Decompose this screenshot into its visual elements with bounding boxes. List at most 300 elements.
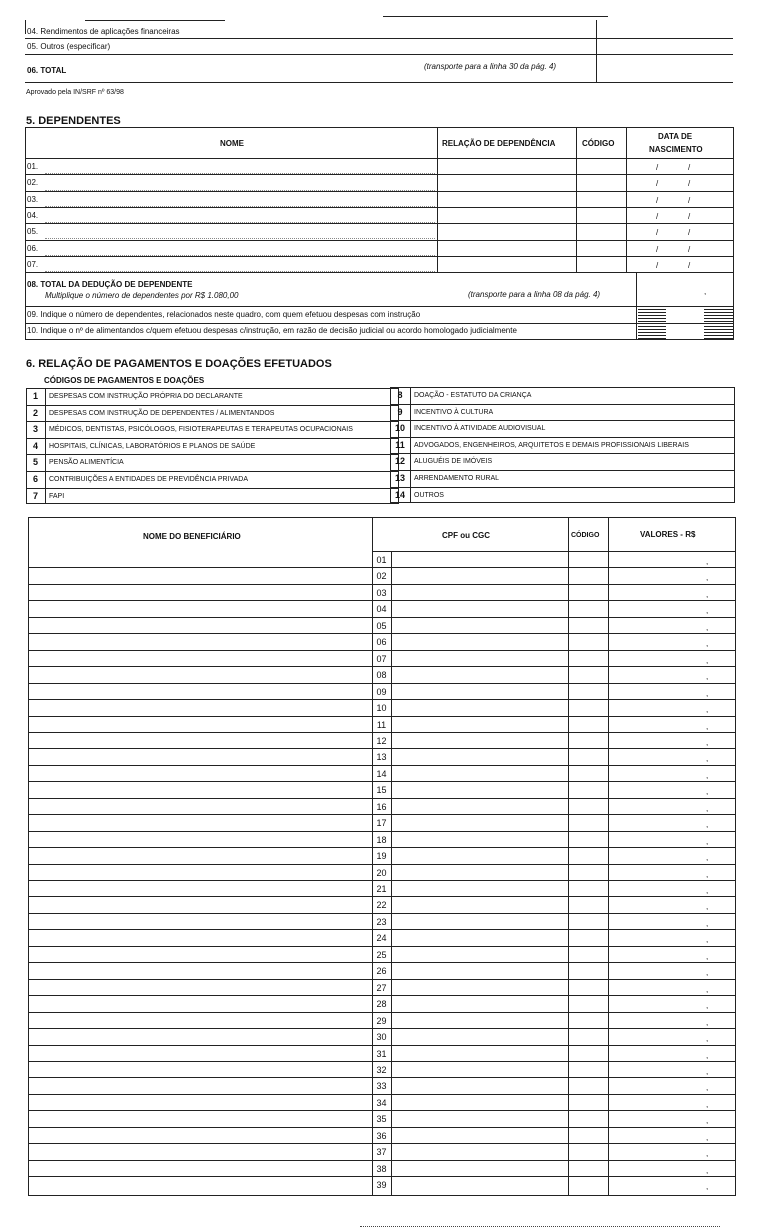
pag-row-value-field[interactable]: , — [706, 705, 709, 715]
pag-row-cpf-field[interactable] — [392, 567, 567, 583]
pag-row-cpf-field[interactable] — [392, 1160, 567, 1176]
pag-row-name-field[interactable] — [29, 1077, 371, 1093]
dep-row-10-hatch-b — [704, 325, 733, 339]
pag-row-number: 25 — [376, 949, 387, 960]
pag-row-number: 10 — [376, 703, 387, 714]
codes-right-row-line — [390, 420, 735, 421]
dep-col-codigo: CÓDIGO — [582, 139, 615, 148]
pag-row-codigo-field[interactable] — [569, 1094, 607, 1110]
top-row-06-note: (transporte para a linha 30 da pág. 4) — [424, 62, 557, 71]
pag-row-number: 32 — [376, 1064, 387, 1075]
pag-row-codigo-field[interactable] — [569, 650, 607, 666]
dep-row-label: 04. — [27, 210, 39, 220]
codes-left-code-number: 1 — [32, 391, 38, 401]
dep-row-date-slash: / — [656, 244, 659, 254]
pag-row-name-field[interactable] — [29, 617, 371, 633]
codes-right-code-text: OUTROS — [414, 491, 444, 499]
pag-row-value-field[interactable]: , — [706, 606, 709, 616]
pag-row-codigo-field[interactable] — [569, 929, 607, 945]
pag-row-name-field[interactable] — [29, 551, 371, 567]
pag-row-number: 16 — [376, 801, 387, 812]
pag-row-number: 31 — [376, 1048, 387, 1059]
pag-row-number: 21 — [376, 884, 387, 894]
dep-header-line — [25, 158, 734, 159]
pag-row-cpf-field[interactable] — [392, 1127, 567, 1143]
top-rule-2 — [383, 16, 608, 17]
pag-row-name-field[interactable] — [29, 1061, 371, 1077]
pag-row-value-field[interactable]: , — [706, 1001, 709, 1011]
pag-row-value-field[interactable]: , — [706, 589, 709, 599]
pag-row-number: 36 — [376, 1130, 387, 1141]
pag-row-number: 20 — [376, 867, 387, 878]
pag-row-number: 12 — [376, 735, 387, 746]
pag-row-value-field[interactable]: , — [706, 1017, 709, 1027]
pag-row-codigo-field[interactable] — [569, 1127, 607, 1143]
dep-line-09 — [25, 323, 734, 324]
dep-row-label: 03. — [27, 194, 39, 204]
pag-row-name-field[interactable] — [29, 683, 371, 699]
dep-row-name-field[interactable] — [45, 160, 435, 174]
codes-right-code-text: ADVOGADOS, ENGENHEIROS, ARQUITETOS E DEMAIS PROFISSIONAIS LIBERAIS — [414, 441, 689, 449]
dep-row-label: 07. — [27, 259, 39, 269]
pag-row-codigo-field[interactable] — [569, 699, 607, 715]
pag-row-cpf-field[interactable] — [392, 1143, 567, 1159]
pag-row-cpf-field[interactable] — [392, 617, 567, 633]
codes-left-code-text: MÉDICOS, DENTISTAS, PSICÓLOGOS, FISIOTERAPEUTAS E TERAPEUTAS OCUPACIONAIS — [49, 426, 353, 434]
dep-row-name-field[interactable] — [45, 193, 435, 207]
pag-row-codigo-field[interactable] — [569, 683, 607, 699]
codes-right-row-line — [390, 437, 735, 438]
section-5-title: 5. DEPENDENTES — [26, 115, 121, 127]
dep-row-date-slash: / — [688, 228, 691, 238]
codes-right-code-text: ALUGUÉIS DE IMÓVEIS — [414, 458, 493, 466]
pag-row-name-field[interactable] — [29, 666, 371, 682]
pag-row-cpf-field[interactable] — [392, 979, 567, 995]
codes-right-row-line — [390, 487, 735, 488]
pag-row-name-field[interactable] — [29, 847, 371, 863]
pag-row-name-field[interactable] — [29, 1176, 371, 1192]
codes-right-code-text: DOAÇÃO - ESTATUTO DA CRIANÇA — [414, 392, 532, 399]
pag-row-cpf-field[interactable] — [392, 650, 567, 666]
pag-row-cpf-field[interactable] — [392, 732, 567, 748]
pag-row-value-field[interactable]: , — [706, 886, 709, 895]
dep-row-08-value[interactable]: , — [704, 287, 707, 296]
pag-row-value-field[interactable]: , — [706, 1083, 709, 1093]
pag-row-codigo-field[interactable] — [569, 847, 607, 863]
dep-row-08-note: (transporte para a linha 08 da pág. 4) — [468, 290, 601, 299]
dep-row-name-field[interactable] — [45, 258, 435, 272]
pag-row-codigo-field[interactable] — [569, 798, 607, 814]
dep-row-09: 09. Indique o número de dependentes, relacionados neste quadro, com quem efetuou despesas com instrução — [27, 310, 421, 319]
pag-row-number: 18 — [376, 834, 387, 845]
codes-right-code-text: ARRENDAMENTO RURAL — [414, 475, 500, 482]
pag-row-name-field[interactable] — [29, 633, 371, 649]
pag-row-name-field[interactable] — [29, 1127, 371, 1143]
pag-row-number: 01 — [376, 555, 387, 565]
pag-row-name-field[interactable] — [29, 995, 371, 1011]
dep-vline-2 — [576, 127, 577, 272]
dep-row-date-slash: / — [656, 211, 659, 221]
pag-row-name-field[interactable] — [29, 567, 371, 583]
pag-row-cpf-field[interactable] — [392, 584, 567, 600]
top-row-05: 05. Outros (especificar) — [27, 42, 111, 51]
pag-row-codigo-field[interactable] — [569, 567, 607, 583]
pag-row-cpf-field[interactable] — [392, 896, 567, 912]
dep-row-name-field[interactable] — [45, 176, 435, 190]
codes-left-row-line — [26, 405, 399, 406]
pag-row-value-field[interactable]: , — [706, 737, 709, 747]
pag-row-value-field[interactable]: , — [706, 935, 709, 945]
pag-row-number: 33 — [376, 1081, 387, 1092]
pag-row-codigo-field[interactable] — [569, 781, 607, 797]
pag-row-name-field[interactable] — [29, 584, 371, 600]
pag-row-number: 02 — [376, 571, 387, 582]
pag-row-cpf-field[interactable] — [392, 748, 567, 764]
pag-row-name-field[interactable] — [29, 1160, 371, 1176]
dep-row-date-slash: / — [656, 195, 659, 205]
dep-row-name-field[interactable] — [45, 225, 435, 239]
pag-row-name-field[interactable] — [29, 732, 371, 748]
dep-vline-1 — [437, 127, 438, 272]
dep-row-09-hatch-a — [638, 308, 666, 322]
codes-left-code-text: HOSPITAIS, CLÍNICAS, LABORATÓRIOS E PLANOS DE SAÚDE — [49, 442, 256, 450]
pag-row-number: 26 — [376, 966, 387, 977]
dep-row-08-title: 08. TOTAL DA DEDUÇÃO DE DEPENDENTE — [27, 280, 193, 289]
codes-left-code-text: DESPESAS COM INSTRUÇÃO PRÓPRIA DO DECLARANTE — [49, 393, 243, 400]
pag-row-value-field[interactable]: , — [706, 1099, 709, 1109]
pag-row-cpf-field[interactable] — [392, 1061, 567, 1077]
dep-row-date-slash: / — [688, 211, 691, 221]
pag-row-value-field[interactable]: , — [706, 869, 709, 879]
pag-row-value-field[interactable]: , — [706, 968, 709, 978]
pag-row-cpf-field[interactable] — [392, 666, 567, 682]
pag-row-value-field[interactable]: , — [706, 557, 709, 566]
dep-col-nome: NOME — [220, 139, 244, 148]
pag-row-codigo-field[interactable] — [569, 1061, 607, 1077]
pag-row-name-field[interactable] — [29, 650, 371, 666]
dep-row-09-hatch-b — [704, 308, 733, 322]
top-rule-1 — [85, 20, 225, 21]
pag-row-codigo-field[interactable] — [569, 880, 607, 896]
pag-row-name-field[interactable] — [29, 880, 371, 896]
top-line-04 — [25, 38, 733, 39]
top-row-06: 06. TOTAL — [27, 66, 67, 75]
pag-col-cpf: CPF ou CGC — [442, 531, 490, 540]
pag-row-value-field[interactable]: , — [706, 984, 709, 994]
pag-row-codigo-field[interactable] — [569, 946, 607, 962]
pag-row-number: 03 — [376, 587, 387, 598]
dep-row-label: 02. — [27, 178, 39, 188]
pag-row-codigo-field[interactable] — [569, 1077, 607, 1093]
pag-row-codigo-field[interactable] — [569, 962, 607, 978]
pag-row-value-field[interactable]: , — [706, 770, 709, 780]
pag-row-value-field[interactable]: , — [706, 721, 709, 731]
pag-row-name-field[interactable] — [29, 979, 371, 995]
pag-row-number: 06 — [376, 637, 387, 648]
pag-col-nome: NOME DO BENEFICIÁRIO — [143, 532, 241, 541]
top-line-06 — [25, 82, 733, 83]
section-6-title: 6. RELAÇÃO DE PAGAMENTOS E DOAÇÕES EFETUADOS — [26, 358, 332, 370]
dep-row-date-slash: / — [656, 163, 659, 172]
codes-left-row-line — [26, 421, 399, 422]
pag-row-number: 17 — [376, 818, 387, 829]
pag-row-name-field[interactable] — [29, 831, 371, 847]
section-6-subtitle: CÓDIGOS DE PAGAMENTOS E DOAÇÕES — [44, 376, 205, 385]
dep-row-line — [25, 191, 734, 192]
pag-row-cpf-field[interactable] — [392, 1094, 567, 1110]
codes-left-code-text: CONTRIBUIÇÕES A ENTIDADES DE PREVIDÊNCIA PRIVADA — [49, 476, 249, 483]
dep-row-line — [25, 256, 734, 257]
pag-row-value-field[interactable]: , — [706, 820, 709, 830]
codes-left-code-number: 7 — [32, 490, 38, 501]
dep-row-date-slash: / — [656, 179, 659, 189]
pag-row-cpf-field[interactable] — [392, 699, 567, 715]
codes-left-code-number: 3 — [32, 424, 38, 435]
pag-row-cpf-field[interactable] — [392, 946, 567, 962]
pag-row-cpf-field[interactable] — [392, 847, 567, 863]
codes-right-code-text: INCENTIVO À ATIVIDADE AUDIOVISUAL — [414, 425, 546, 433]
pag-row-name-field[interactable] — [29, 748, 371, 764]
bottom-rule — [360, 1226, 720, 1227]
pag-row-codigo-field[interactable] — [569, 896, 607, 912]
pag-row-name-field[interactable] — [29, 1045, 371, 1061]
pag-row-value-field[interactable]: , — [706, 754, 709, 764]
pag-col-codigo: CÓDIGO — [571, 532, 600, 539]
pag-row-codigo-field[interactable] — [569, 617, 607, 633]
pag-row-number: 37 — [376, 1147, 387, 1158]
dep-row-line — [25, 272, 734, 273]
pag-row-number: 28 — [376, 999, 387, 1010]
pag-row-number: 09 — [376, 686, 387, 697]
dep-row-date-slash: / — [656, 260, 659, 270]
pag-row-name-field[interactable] — [29, 962, 371, 978]
top-line-05 — [25, 54, 733, 55]
dep-vline-3 — [626, 127, 627, 272]
codes-left-code-text: PENSÃO ALIMENTÍCIA — [49, 459, 124, 467]
pag-row-cpf-field[interactable] — [392, 831, 567, 847]
pag-row-value-field[interactable]: , — [706, 1034, 709, 1044]
codes-left-code-text: DESPESAS COM INSTRUÇÃO DE DEPENDENTES / ALIMENTANDOS — [49, 409, 275, 417]
pag-row-name-field[interactable] — [29, 913, 371, 929]
pag-row-codigo-field[interactable] — [569, 1143, 607, 1159]
pag-row-cpf-field[interactable] — [392, 798, 567, 814]
pag-row-cpf-field[interactable] — [392, 600, 567, 616]
codes-left-code-number: 4 — [32, 440, 38, 451]
codes-left-code-number: 5 — [32, 457, 38, 468]
pag-row-name-field[interactable] — [29, 798, 371, 814]
pag-row-codigo-field[interactable] — [569, 979, 607, 995]
pag-row-value-field[interactable]: , — [706, 639, 709, 649]
dep-col-data-2: NASCIMENTO — [649, 145, 703, 154]
pag-row-value-field[interactable]: , — [706, 688, 709, 698]
pag-row-name-field[interactable] — [29, 1110, 371, 1126]
pag-row-name-field[interactable] — [29, 946, 371, 962]
codes-right-code-number: 14 — [394, 489, 405, 500]
pag-row-cpf-field[interactable] — [392, 1045, 567, 1061]
pag-row-name-field[interactable] — [29, 929, 371, 945]
pag-row-codigo-field[interactable] — [569, 666, 607, 682]
pag-row-number: 19 — [376, 851, 387, 862]
dep-row-label: 05. — [27, 227, 39, 237]
pag-row-codigo-field[interactable] — [569, 913, 607, 929]
pag-row-value-field[interactable]: , — [706, 1116, 709, 1126]
pag-row-cpf-field[interactable] — [392, 995, 567, 1011]
top-sep — [596, 20, 597, 82]
pag-row-codigo-field[interactable] — [569, 748, 607, 764]
pag-row-codigo-field[interactable] — [569, 716, 607, 732]
pag-row-cpf-field[interactable] — [392, 962, 567, 978]
pag-row-codigo-field[interactable] — [569, 995, 607, 1011]
top-left-tick — [25, 20, 26, 34]
pag-row-name-field[interactable] — [29, 765, 371, 781]
pag-row-value-field[interactable]: , — [706, 803, 709, 813]
pag-row-value-field[interactable]: , — [706, 1149, 709, 1159]
codes-left-code-number: 2 — [32, 407, 38, 418]
pag-row-number: 13 — [376, 752, 387, 763]
pag-row-codigo-field[interactable] — [569, 765, 607, 781]
pag-row-cpf-field[interactable] — [392, 864, 567, 880]
pag-row-cpf-field[interactable] — [392, 814, 567, 830]
pag-row-value-field[interactable]: , — [706, 951, 709, 961]
pag-row-codigo-field[interactable] — [569, 1012, 607, 1028]
pag-row-name-field[interactable] — [29, 781, 371, 797]
pag-row-number: 05 — [376, 620, 387, 631]
pag-col-valores: VALORES - R$ — [640, 530, 696, 539]
dep-row-date-slash: / — [688, 195, 691, 205]
pag-row-cpf-field[interactable] — [392, 1028, 567, 1044]
pag-row-value-field[interactable]: , — [706, 622, 709, 632]
codes-left-row-line — [26, 488, 399, 489]
dep-row-date-slash: / — [688, 163, 691, 172]
pag-row-cpf-field[interactable] — [392, 1077, 567, 1093]
pag-row-number: 14 — [376, 768, 387, 779]
dep-row-10-hatch-a — [638, 325, 666, 339]
codes-right-row-line — [390, 404, 735, 405]
pag-row-cpf-field[interactable] — [392, 683, 567, 699]
dep-row-name-field[interactable] — [45, 242, 435, 256]
pag-row-codigo-field[interactable] — [569, 831, 607, 847]
pag-row-name-field[interactable] — [29, 1012, 371, 1028]
dep-row-name-field[interactable] — [45, 209, 435, 223]
pag-row-cpf-field[interactable] — [392, 880, 567, 896]
pag-row-number: 24 — [376, 933, 387, 944]
dep-row-date-slash: / — [656, 228, 659, 238]
pag-row-value-field[interactable]: , — [706, 672, 709, 682]
dep-row-line — [25, 223, 734, 224]
pag-row-cpf-field[interactable] — [392, 1110, 567, 1126]
pag-row-codigo-field[interactable] — [569, 1176, 607, 1192]
codes-left-code-number: 6 — [32, 474, 38, 484]
pag-row-value-field[interactable]: , — [706, 655, 709, 665]
pag-row-value-field[interactable]: , — [706, 1066, 709, 1076]
pag-row-cpf-field[interactable] — [392, 633, 567, 649]
codes-left-row-line — [26, 438, 399, 439]
codes-left-row-line — [26, 454, 399, 455]
codes-right-code-text: INCENTIVO À CULTURA — [414, 408, 494, 416]
pag-row-name-field[interactable] — [29, 699, 371, 715]
pag-row-codigo-field[interactable] — [569, 1110, 607, 1126]
dep-row-line — [25, 174, 734, 175]
dep-col-data-1: DATA DE — [658, 132, 693, 141]
pag-row-number: 34 — [376, 1097, 387, 1108]
pag-row-codigo-field[interactable] — [569, 732, 607, 748]
dep-row-date-slash: / — [688, 179, 691, 189]
dep-row-08-sub: Multiplique o número de dependentes por R$ 1.080,00 — [45, 291, 239, 300]
top-row-04: 04. Rendimentos de aplicações financeiras — [27, 27, 180, 36]
pag-row-value-field[interactable]: , — [706, 1182, 709, 1192]
codes-left-code-text: FAPI — [49, 492, 65, 500]
pag-row-cpf-field[interactable] — [392, 929, 567, 945]
pag-row-number: 30 — [376, 1032, 387, 1043]
pag-row-cpf-field[interactable] — [392, 716, 567, 732]
pag-row-codigo-field[interactable] — [569, 1045, 607, 1061]
pag-row-name-field[interactable] — [29, 1028, 371, 1044]
pag-row-cpf-field[interactable] — [392, 1176, 567, 1192]
pag-row-codigo-field[interactable] — [569, 600, 607, 616]
pag-row-codigo-field[interactable] — [569, 814, 607, 830]
pag-row-value-field[interactable]: , — [706, 918, 709, 928]
pag-row-cpf-field[interactable] — [392, 551, 567, 567]
dep-row-line — [25, 207, 734, 208]
pag-row-codigo-field[interactable] — [569, 633, 607, 649]
pag-row-name-field[interactable] — [29, 1143, 371, 1159]
pag-row-value-field[interactable]: , — [706, 1050, 709, 1060]
pag-row-name-field[interactable] — [29, 896, 371, 912]
pag-row-codigo-field[interactable] — [569, 864, 607, 880]
codes-right-code-number: 8 — [397, 390, 403, 400]
pag-row-codigo-field[interactable] — [569, 1028, 607, 1044]
pag-row-value-field[interactable]: , — [706, 853, 709, 863]
codes-right-code-number: 11 — [395, 439, 405, 450]
pag-row-name-field[interactable] — [29, 716, 371, 732]
pag-row-value-field[interactable]: , — [706, 1165, 709, 1175]
pag-row-codigo-field[interactable] — [569, 1160, 607, 1176]
pag-row-number: 07 — [376, 653, 387, 664]
pag-row-number: 22 — [376, 900, 387, 911]
pag-row-number: 23 — [376, 916, 387, 927]
pag-row-number: 27 — [376, 982, 387, 993]
codes-right-row-line — [390, 453, 735, 454]
pag-row-number: 35 — [376, 1114, 387, 1125]
pag-row-value-field[interactable]: , — [706, 1132, 709, 1142]
dep-row-10: 10. Indique o nº de alimentandos c/quem efetuou despesas c/instrução, em razão de decisão judicial ou acordo homologado judicialmente — [27, 326, 517, 335]
pag-row-codigo-field[interactable] — [569, 584, 607, 600]
pag-row-name-field[interactable] — [29, 864, 371, 880]
pag-row-cpf-field[interactable] — [392, 913, 567, 929]
pag-row-codigo-field[interactable] — [569, 551, 607, 567]
codes-right-code-number: 13 — [394, 473, 405, 483]
pag-row-value-field[interactable]: , — [706, 902, 709, 912]
dep-row-label: 01. — [27, 162, 39, 171]
pag-row-name-field[interactable] — [29, 600, 371, 616]
pag-row-name-field[interactable] — [29, 1094, 371, 1110]
pag-row-cpf-field[interactable] — [392, 781, 567, 797]
pag-row-number: 39 — [376, 1180, 387, 1191]
pag-row-cpf-field[interactable] — [392, 1012, 567, 1028]
codes-right-code-number: 9 — [397, 406, 403, 417]
pag-row-value-field[interactable]: , — [706, 787, 709, 797]
pag-row-name-field[interactable] — [29, 814, 371, 830]
codes-right-code-number: 12 — [394, 456, 405, 467]
pag-row-number: 11 — [376, 719, 387, 730]
pag-row-value-field[interactable]: , — [706, 836, 709, 846]
dep-row-label: 06. — [27, 243, 39, 253]
codes-right-code-number: 10 — [394, 423, 405, 434]
dep-line-08 — [25, 306, 734, 307]
pag-row-cpf-field[interactable] — [392, 765, 567, 781]
pag-row-number: 04 — [376, 604, 387, 615]
pag-row-value-field[interactable]: , — [706, 573, 709, 583]
